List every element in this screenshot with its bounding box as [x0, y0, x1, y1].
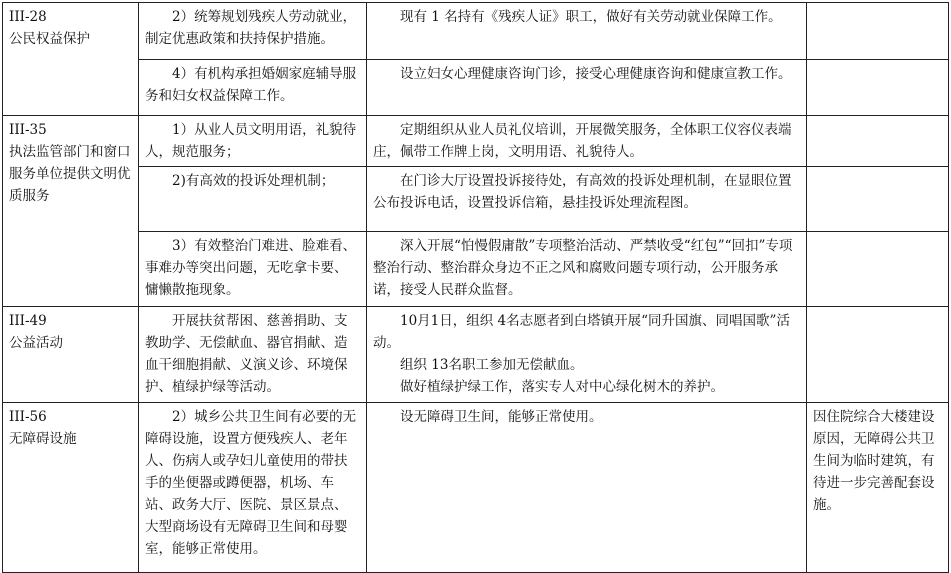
note-cell	[807, 167, 949, 232]
action-cell	[367, 307, 807, 403]
item-label: III-35 执法监管部门和窗口服务单位提供文明优质服务	[9, 122, 131, 204]
table-row	[3, 232, 949, 307]
note-cell	[807, 3, 949, 60]
requirement-cell: 1）从业人员文明用语，礼貌待人，规范服务；	[139, 116, 367, 167]
table-row	[3, 60, 949, 116]
requirement-cell: 2)有高效的投诉处理机制；	[139, 167, 367, 232]
action-cell	[367, 116, 807, 167]
requirement-cell: 3）有效整治门难进、脸难看、事难办等突出问题，无吃拿卡要、慵懒散拖现象。	[139, 232, 367, 307]
note-cell	[807, 60, 949, 116]
action-text: 在门诊大厅设置投诉接待处，有高效的投诉处理机制，在显眼位置公布投诉电话，设置投诉信箱，悬挂投诉处理流程图。	[373, 173, 792, 211]
requirement-cell: 2）统筹规划残疾人劳动就业，制定优惠政策和扶持保护措施。	[139, 3, 367, 60]
requirement-cell: 4）有机构承担婚姻家庭辅导服务和妇女权益保障工作。	[139, 60, 367, 116]
action-cell	[367, 167, 807, 232]
item-cell	[3, 116, 139, 307]
action-cell	[367, 3, 807, 60]
action-cell	[367, 232, 807, 307]
action-text: 组织 13名职工参加无偿献血。	[400, 357, 584, 373]
evaluation-table	[2, 2, 949, 573]
action-text: 设无障碍卫生间，能够正常使用。	[400, 409, 603, 425]
action-cell	[367, 60, 807, 116]
action-text: 定期组织从业人员礼仪培训，开展微笑服务，全体职工仪容仪表端庄，佩带工作牌上岗，文明用语、礼貌待人。	[373, 122, 792, 160]
table-row	[3, 167, 949, 232]
table-row	[3, 403, 949, 573]
item-cell	[3, 3, 139, 116]
item-cell	[3, 403, 139, 573]
note-cell	[807, 116, 949, 167]
note-cell	[807, 307, 949, 403]
item-cell	[3, 307, 139, 403]
item-label: III-28 公民权益保护	[9, 9, 90, 47]
action-text: 深入开展“怕慢假庸散”专项整治活动、严禁收受“红包”“回扣”专项整治行动、整治群众身边不正之风和腐败问题专项行动，公开服务承诺，接受人民群众监督。	[373, 238, 793, 298]
item-label: III-56 无障碍设施	[9, 409, 77, 447]
table-row	[3, 116, 949, 167]
table-row	[3, 3, 949, 60]
item-label: III-49 公益活动	[9, 313, 63, 351]
action-text: 10月1日，组织 4名志愿者到白塔镇开展“同升国旗、同唱国歌”活动。	[373, 313, 790, 351]
action-text: 设立妇女心理健康咨询门诊，接受心理健康咨询和健康宣教工作。	[400, 66, 792, 82]
action-text: 做好植绿护绿工作，落实专人对中心绿化树木的养护。	[400, 379, 724, 395]
note-cell: 因住院综合大楼建设原因，无障碍公共卫生间为临时建筑，有待进一步完善配套设施。	[807, 403, 949, 573]
requirement-cell: 开展扶贫帮困、慈善捐助、支教助学、无偿献血、器官捐献、造血干细胞捐献、义演义诊、环境保护、植绿护绿等活动。	[139, 307, 367, 403]
note-cell	[807, 232, 949, 307]
action-text: 现有 1 名持有《残疾人证》职工，做好有关劳动就业保障工作。	[400, 9, 782, 25]
requirement-cell: 2）城乡公共卫生间有必要的无障碍设施，设置方便残疾人、老年人、伤病人或孕妇儿童使用的带扶手的坐便器或蹲便器，机场、车站、政务大厅、医院、景区景点、大型商场设有无障碍卫生间和母婴室，能够正常使用。	[139, 403, 367, 573]
table-row	[3, 307, 949, 403]
action-cell	[367, 403, 807, 573]
